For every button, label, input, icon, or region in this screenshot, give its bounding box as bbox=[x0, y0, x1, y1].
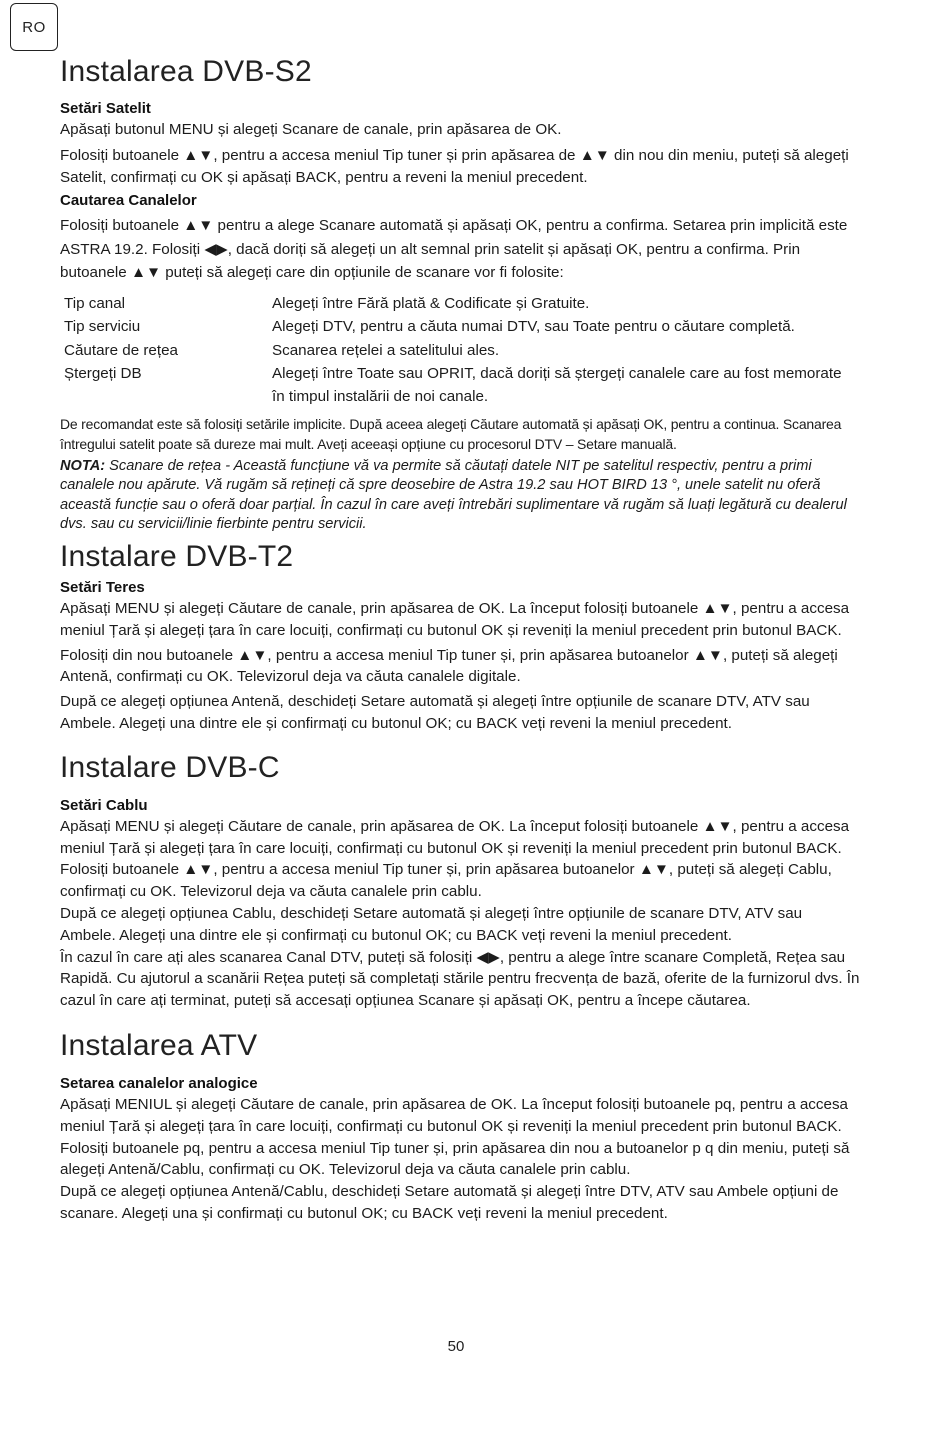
note-text: Scanare de rețea - Această funcțiune vă va permite să căutați datele NIT pe satelitul respectiv, pentru a primi canalele nou apărute. Vă rugăm să rețineți că spre deosebire de Astra 19.2 sau HOT BIRD 13 °, unele satelit nu oferă această funcție sau o oferă doar parțial. În cazul în care aveți întrebări suplimentare vă rugăm să luați legătură cu dealerul dvs. sau cu servicii/linie fierbinte pentru servicii. bbox=[60, 457, 847, 533]
note-label: NOTA: bbox=[60, 457, 106, 474]
paragraph: Apăsați butonul MENU și alegeți Scanare de canale, prin apăsarea de OK. bbox=[60, 121, 562, 138]
section-dvb-c bbox=[60, 750, 860, 1012]
subheading-setari-cablu: Setări Cablu bbox=[60, 796, 148, 814]
paragraph-recommendation: De recomandat este să folosiți setările implicite. După aceea alegeți Căutare automată și apăsați OK, pentru a continua. Scanarea întregului satelit poate să dureze mai mult. Aveți aceeași opțiune cu procesorul DTV – Setare manuală. bbox=[60, 416, 842, 452]
paragraph: Apăsați MENIUL și alegeți Căutare de canale, prin apăsarea de OK. La început folosiți butoanele pq, pentru a accesa meniul Țară și alegeți țara în care locuiți, confirmați cu butonul OK și reveniți la meniul precedent prin butonul BACK. bbox=[60, 1095, 848, 1135]
paragraph: După ce alegeți opțiunea Antenă, deschideți Setare automată și alegeți între opțiunile de scanare DTV, ATV sau Ambele. Alegeți una dintre ele și confirmați cu butonul OK; cu BACK veți reveni la meniul precedent. bbox=[60, 693, 810, 732]
option-key: Tip canal bbox=[64, 294, 126, 312]
paragraph: Folosiți din nou butoanele ▲▼, pentru a accesa meniul Tip tuner și, prin apăsarea butoanelor ▲▼, puteți să alegeți Antenă, confirmați cu OK. Televizorul deja va căuta canalele digitale. bbox=[60, 646, 838, 686]
option-key: Tip serviciu bbox=[64, 318, 141, 336]
option-key: Căutare de rețea bbox=[64, 341, 178, 359]
table-row bbox=[64, 316, 842, 340]
table-row bbox=[64, 363, 842, 409]
option-value: Alegeți între Fără plată & Codificate și Gratuite. bbox=[272, 294, 590, 312]
note-paragraph bbox=[60, 457, 860, 535]
section-title: Instalare DVB-T2 bbox=[60, 539, 294, 573]
section-dvb-s2 bbox=[60, 54, 860, 535]
table-row bbox=[64, 293, 842, 317]
option-key: Ștergeți DB bbox=[64, 365, 142, 383]
section-title: Instalare DVB-C bbox=[60, 750, 280, 784]
scan-options-table bbox=[64, 293, 842, 410]
option-value: Scanarea rețelei a satelitului ales. bbox=[272, 341, 500, 359]
table-row bbox=[64, 340, 842, 364]
section-atv bbox=[60, 1028, 860, 1225]
section-dvb-t2 bbox=[60, 539, 860, 735]
section-title: Instalarea DVB-S2 bbox=[60, 55, 312, 88]
paragraph: Folosiți butoanele ▲▼, pentru a accesa meniul Tip tuner și prin apăsarea de ▲▼ din nou din meniu, puteți să alegeți Satelit, confirmați cu OK și apăsați BACK, pentru a reveni la meniul precedent. bbox=[60, 146, 849, 186]
subheading-setarea-canalelor-analogice: Setarea canalelor analogice bbox=[60, 1074, 258, 1092]
paragraph: Apăsați MENU și alegeți Căutare de canale, prin apăsarea de OK. La început folosiți butoanele ▲▼, pentru a accesa meniul Țară și alegeți țara în care locuiți, confirmați cu butonul OK și reveniți la meniul precedent prin butonul BACK. bbox=[60, 599, 850, 639]
paragraph: După ce alegeți opțiunea Cablu, deschideți Setare automată și alegeți între opțiunile de scanare DTV, ATV sau Ambele. Alegeți una dintre ele și confirmați cu butonul OK; cu BACK veți reveni la meniul precedent. bbox=[60, 904, 803, 944]
subheading-setari-satelit: Setări Satelit bbox=[60, 100, 151, 117]
section-title: Instalarea ATV bbox=[60, 1028, 258, 1062]
paragraph: Folosiți butoanele ▲▼ pentru a alege Scanare automată și apăsați OK, pentru a confirma. Setarea prin implicită este ASTRA 19.2. Folosiți ◀▶, dacă doriți să alegeți un alt semnal prin satelit și apăsați OK, pentru a confirma. Prin butoanele ▲▼ puteți să alegeți care din opțiunile de scanare vor fi folosite: bbox=[60, 217, 848, 282]
language-tab: RO bbox=[10, 3, 58, 51]
subheading-cautarea-canalelor: Cautarea Canalelor bbox=[60, 192, 197, 210]
paragraph: Folosiți butoanele pq, pentru a accesa meniul Tip tuner și, prin apăsarea din nou a butoanelor p q din meniu, puteți să alegeți Antenă/Cablu, confirmați cu OK. Televizorul deja va căuta canalele prin cablu. bbox=[60, 1139, 850, 1179]
paragraph: Folosiți butoanele ▲▼, pentru a accesa meniul Tip tuner și, prin apăsarea butoanelor ▲▼, puteți să alegeți Cablu, confirmați cu OK. Televizorul deja va căuta canalele prin cablu. bbox=[60, 861, 832, 901]
option-value: Alegeți între Toate sau OPRIT, dacă doriți să ștergeți canalele care au fost memorate în timpul instalării de noi canale. bbox=[272, 365, 842, 405]
option-value: Alegeți DTV, pentru a căuta numai DTV, sau Toate pentru o căutare completă. bbox=[272, 318, 795, 336]
page-number: 50 bbox=[447, 1338, 465, 1355]
paragraph: După ce alegeți opțiunea Antenă/Cablu, deschideți Setare automată și alegeți între DTV, ATV sau Ambele opțiuni de scanare. Alegeți una și confirmați cu butonul OK; cu BACK veți reveni la meniul precedent. bbox=[60, 1183, 839, 1222]
page-content bbox=[60, 0, 860, 1225]
paragraph: Apăsați MENU și alegeți Căutare de canale, prin apăsarea de OK. La început folosiți butoanele ▲▼, pentru a accesa meniul Țară și alegeți țara în care locuiți, confirmați cu butonul OK și reveniți la meniul precedent prin butonul BACK. bbox=[60, 817, 850, 857]
paragraph: În cazul în care ați ales scanarea Canal DTV, puteți să folosiți ◀▶, pentru a alege între scanare Completă, Rețea sau Rapidă. Cu ajutorul a scanării Rețea puteți să completați stările pentru frecvența de bază, oferite de la furnizorul dvs. În cazul în care ați terminat, puteți să accesați opțiunea Scanare și apăsați OK, pentru a începe căutarea. bbox=[60, 948, 860, 1010]
subheading-setari-teres: Setări Teres bbox=[60, 578, 145, 596]
